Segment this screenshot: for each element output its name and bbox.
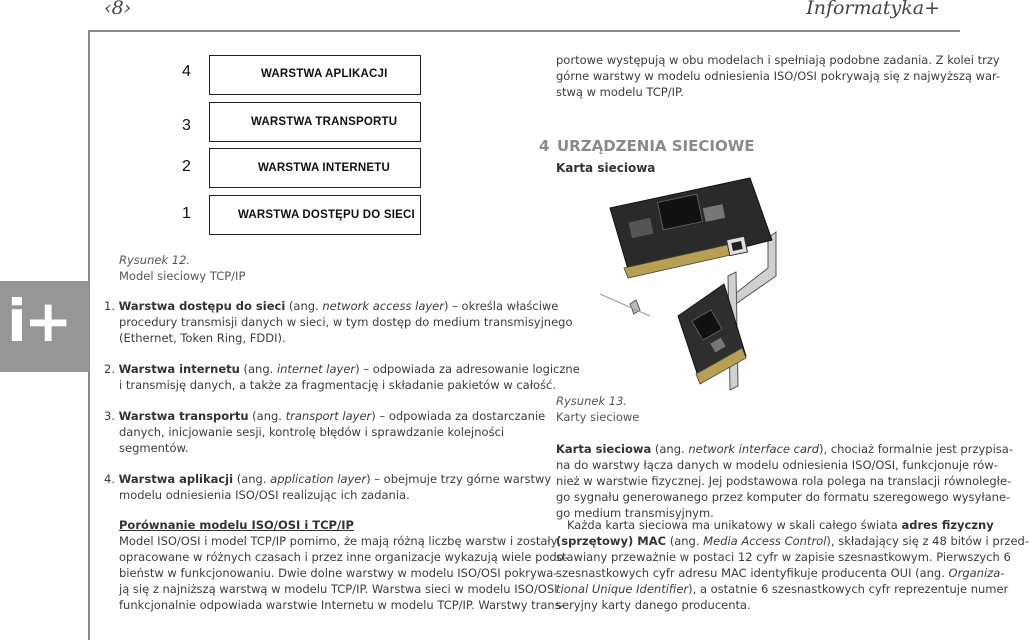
nic-paragraph-1: Karta sieciowa (ang. network interface card), chociaż formalnie jest przypisa- na do warstwy łącza danych w modelu odniesienia ISO/OSI, funkcjonuje rów- nież w warstwie fizycznej. Jej podstawowa rola polega na translacji równoległe- go sygnału generowanego przez komputer do formatu szeregowego wysyłane- go medium transmisyjnym. [556,442,1013,520]
figure-title: Model sieciowy TCP/IP [119,269,246,283]
comparison-line: opracowane w różnych czasach i przez inne organizacje wykazują wiele podo- [119,550,569,564]
nic-paragraph-2: Każda karta sieciowa ma unikatowy w skali całego świata adres fizyczny (sprzętowy) MAC (ang. Media Access Control), składający się z 48 bitów i przed- stawiany przeważnie w postaci 12 cyfr w zapisie szesnastkowym. Pierwszych 6 szesnastkowych cyfr adresu MAC identyfikuje producenta OUI (ang. Organiza- tional Unique Identifier), a ostatnie 6 szesnastkowych cyfr reprezentuje numer seryjny karty danego producenta. [556,518,1029,612]
list-item: 2. Warstwa internetu (ang. internet layer) – odpowiada za adresowanie logiczne i transmisję danych, a także za fragmentację i składanie pakietów w całość. [104,362,580,392]
layer-box-internet [209,148,421,188]
layer-box-network-access [209,195,421,235]
layer-label: WARSTWA APLIKACJI [261,68,388,80]
network-card-top [600,178,776,316]
comparison-section [119,517,568,613]
header-rule [88,30,960,32]
figure-13-caption [556,393,639,425]
comparison-line: bieństw w funkcjonowaniu. Dwie dolne warstwy w modelu ISO/OSI pokrywa- [119,566,558,580]
layer-box-transport [209,102,421,142]
figure-title: Karty sieciowe [556,410,640,424]
badge-text: i+ [7,287,70,355]
subsection-title: Karta sieciowa [556,161,656,175]
section-number: 4 [539,137,550,155]
running-title: Informatyka+ [806,0,940,19]
layer-description-list [104,298,580,503]
layer-number: 4 [182,63,191,80]
list-item: 1. Warstwa dostępu do sieci (ang. network access layer) – określa właściwe procedury transmisji danych w sieci, w tym dostęp do medium transmisyjnego (Ethernet, Token Ring, FDDI). [104,299,573,345]
layer-number: 3 [182,117,191,134]
page-number: ‹8› [104,0,132,19]
network-card-bottom [678,272,746,390]
list-item: 4. Warstwa aplikacji (ang. application layer) – obejmuje trzy górne warstwy modelu odniesienia ISO/OSI realizując ich zadania. [104,472,552,502]
layer-box-application [209,55,421,95]
comparison-line: Model ISO/OSI i model TCP/IP pomimo, że mają różną liczbę warstw i zostały [119,534,558,548]
figure-12-caption [119,252,245,284]
network-cards-image [600,176,960,396]
list-item: 3. Warstwa transportu (ang. transport layer) – odpowiada za dostarczanie danych, inicjowanie sesji, kontrolę błędów i sprawdzanie kolejności segmentów. [104,409,546,455]
layer-label: WARSTWA TRANSPORTU [251,116,398,128]
layer-number: 2 [182,158,191,175]
comparison-line: funkcjonalnie odpowiada warstwie Internetu w modelu TCP/IP. Warstwy trans- [119,598,565,612]
layer-label: WARSTWA DOSTĘPU DO SIECI [238,209,415,221]
comparison-heading: Porównanie modelu ISO/OSI i TCP/IP [119,518,354,532]
section-title: URZĄDZENIA SIECIOWE [557,137,755,155]
info-plus-badge [0,281,89,372]
layer-number: 1 [182,205,191,222]
figure-label: Rysunek 13. [556,394,628,408]
right-top-text: portowe występują w obu modelach i spełniają podobne zadania. Z kolei trzy górne warstwy w modelu odniesienia ISO/OSI pokrywają się z najwyższą war- stwą w modelu TCP/IP. [556,53,1001,99]
comparison-line: ją się z najniższą warstwą w modelu TCP/IP. Warstwa sieci w modelu ISO/OSI [119,582,558,596]
layer-label: WARSTWA INTERNETU [258,162,391,174]
figure-label: Rysunek 12. [119,253,191,267]
